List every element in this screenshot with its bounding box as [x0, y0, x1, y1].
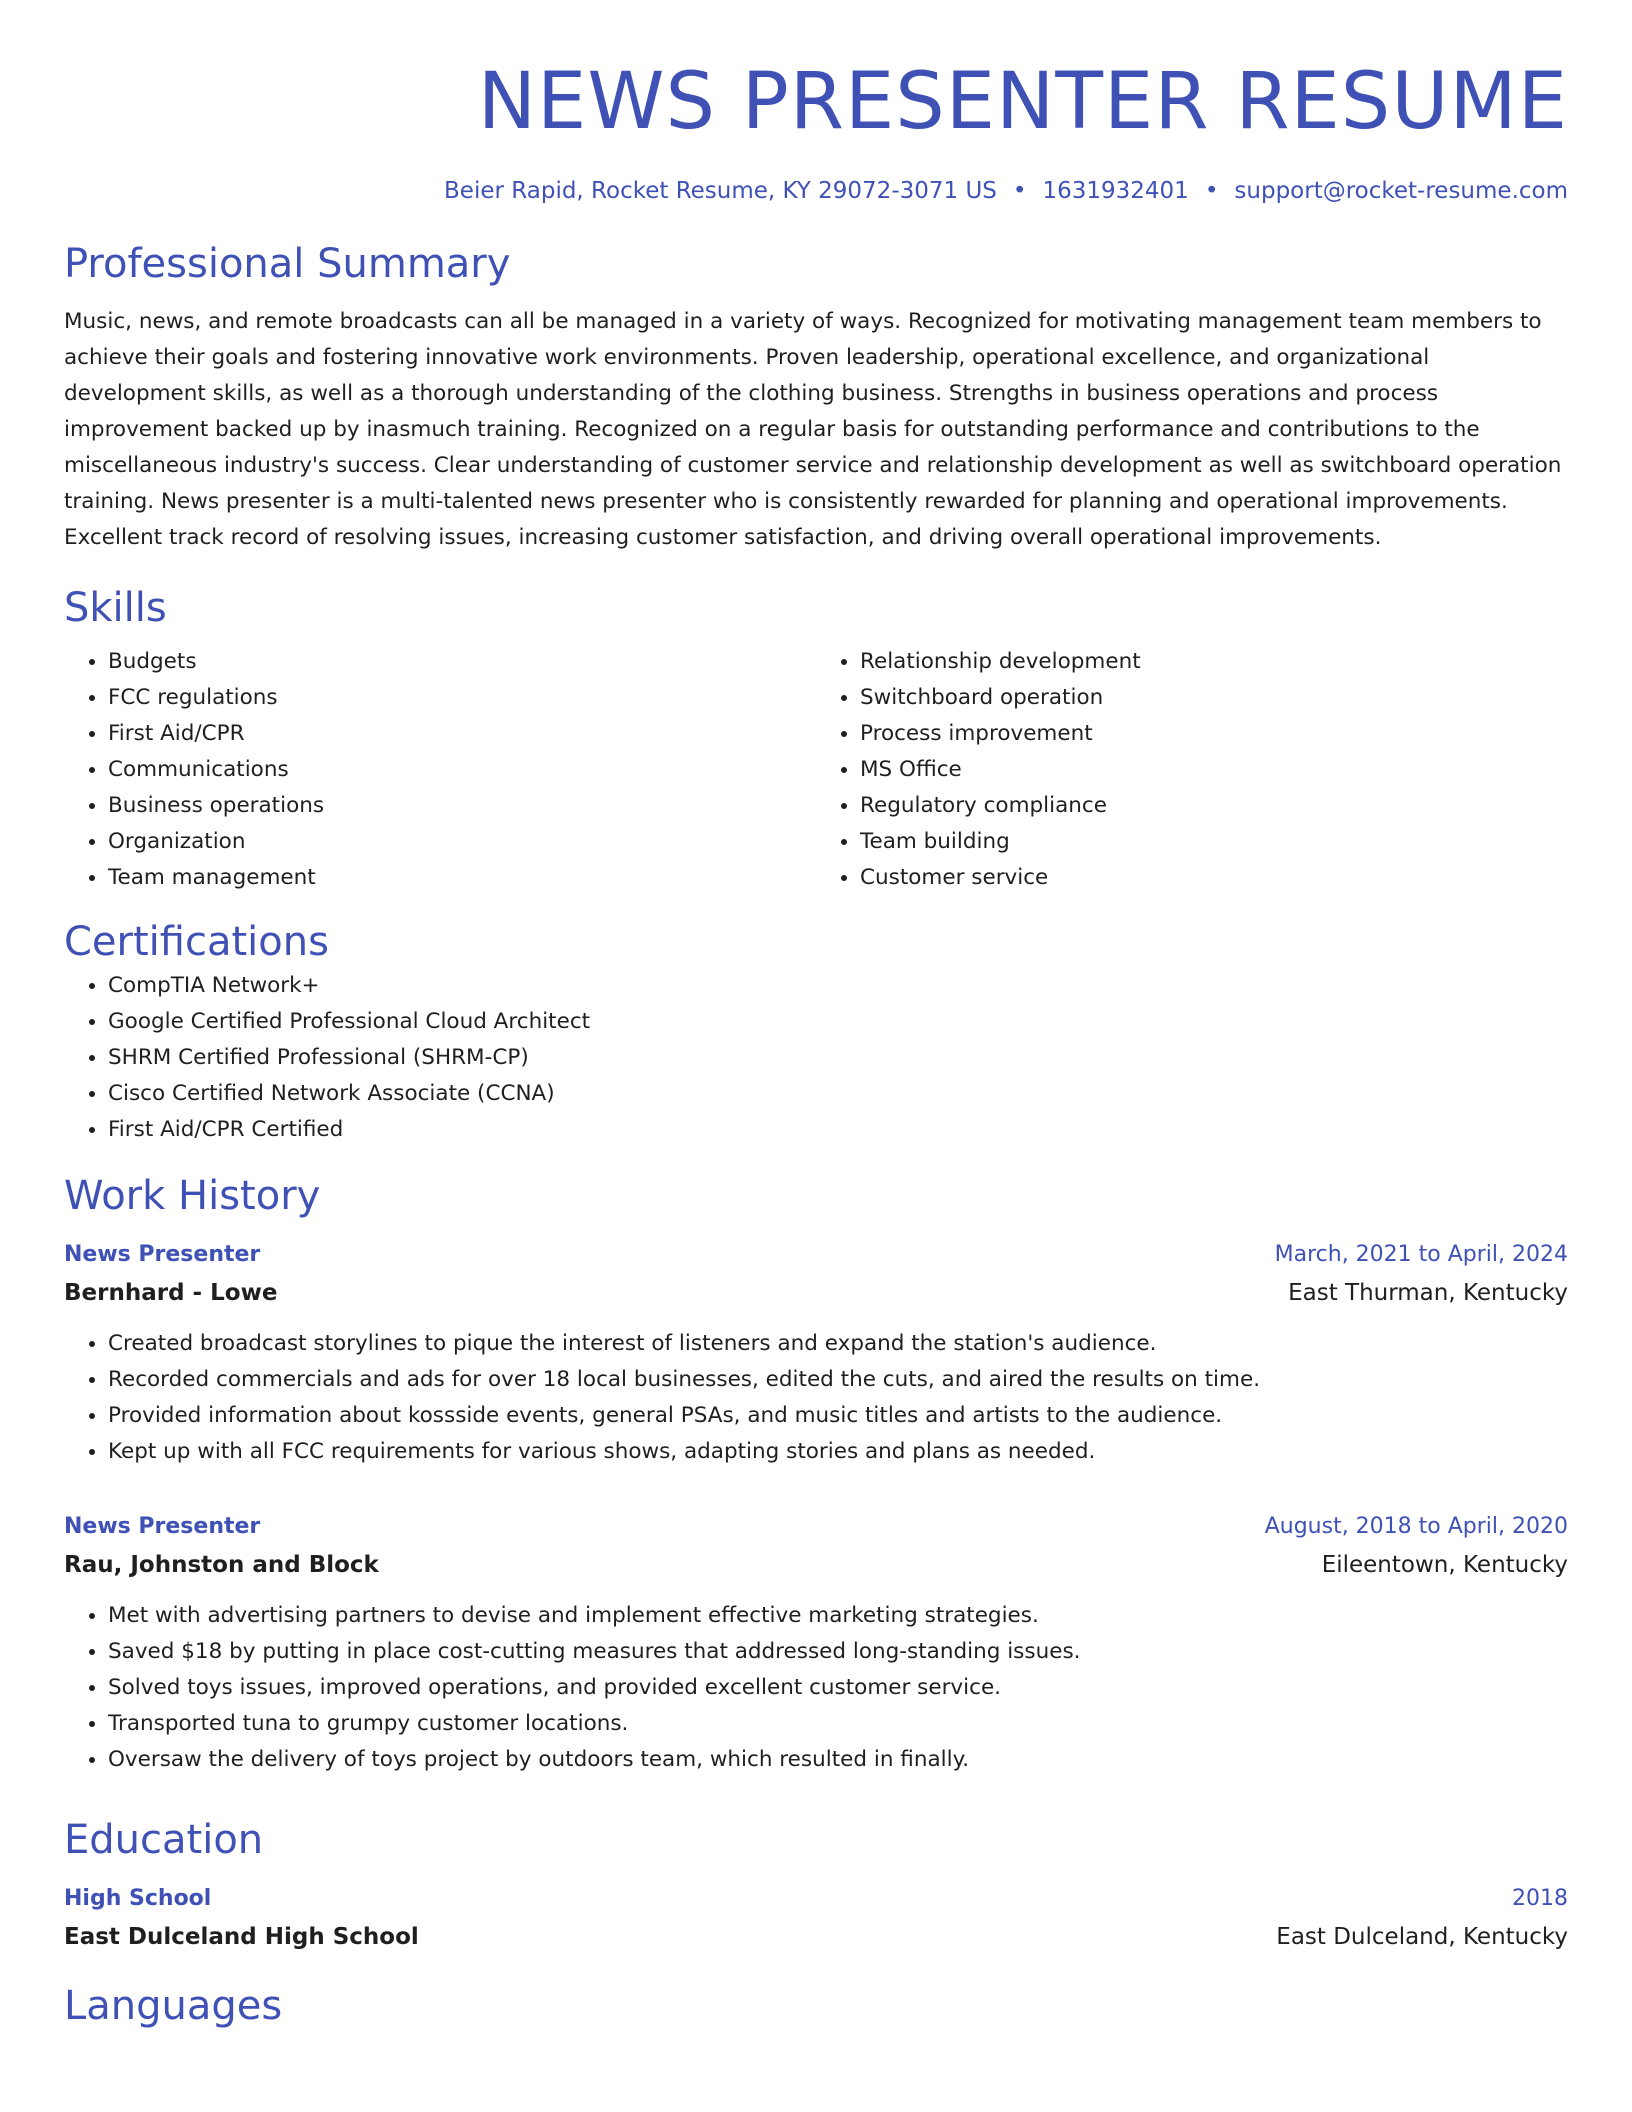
- job-company: Rau, Johnston and Block: [64, 1552, 379, 1578]
- certification-item: • Cisco Certified Network Associate (CCNA): [108, 1076, 1568, 1112]
- contact-email: support@rocket-resume.com: [1234, 178, 1568, 204]
- certifications-heading: Certifications: [64, 919, 329, 965]
- job-bullet: • Provided information about kossside events, general PSAs, and music titles and artists to the audience.: [108, 1398, 1568, 1434]
- contact-address: Beier Rapid, Rocket Resume, KY 29072-3071 US: [444, 178, 997, 204]
- education-location: East Dulceland, Kentucky: [1276, 1924, 1568, 1950]
- skill-item: • Regulatory compliance: [860, 788, 1568, 824]
- job-entry: [64, 1236, 1568, 1470]
- skill-item: • Switchboard operation: [860, 680, 1568, 716]
- job-bullets: [64, 1326, 1568, 1470]
- education-heading: Education: [64, 1817, 264, 1863]
- certifications-list: [64, 968, 1568, 1148]
- certification-item: • CompTIA Network+: [108, 968, 1568, 1004]
- education-entry: [64, 1880, 1568, 1956]
- contact-separator: •: [1012, 178, 1027, 204]
- job-bullets: [64, 1598, 1568, 1778]
- summary-heading: Professional Summary: [64, 241, 511, 287]
- skills-heading: Skills: [64, 585, 167, 631]
- work-history-heading: Work History: [64, 1173, 321, 1219]
- skills-column-left: [64, 644, 816, 896]
- skill-item: • Communications: [108, 752, 816, 788]
- job-bullet: • Solved toys issues, improved operations, and provided excellent customer service.: [108, 1670, 1568, 1706]
- certification-item: • SHRM Certified Professional (SHRM-CP): [108, 1040, 1568, 1076]
- job-location: Eileentown, Kentucky: [1321, 1552, 1568, 1578]
- education-year: 2018: [1512, 1886, 1568, 1911]
- job-entry: [64, 1508, 1568, 1778]
- job-dates: March, 2021 to April, 2024: [1274, 1242, 1568, 1267]
- job-bullet: • Recorded commercials and ads for over 18 local businesses, edited the cuts, and aired the results on time.: [108, 1362, 1568, 1398]
- job-bullet: • Created broadcast storylines to pique the interest of listeners and expand the station's audience.: [108, 1326, 1568, 1362]
- job-bullet: • Kept up with all FCC requirements for various shows, adapting stories and plans as needed.: [108, 1434, 1568, 1470]
- skill-item: • MS Office: [860, 752, 1568, 788]
- skill-item: • Customer service: [860, 860, 1568, 896]
- skill-item: • Business operations: [108, 788, 816, 824]
- certification-item: • Google Certified Professional Cloud Architect: [108, 1004, 1568, 1040]
- skill-item: • Budgets: [108, 644, 816, 680]
- certification-item: • First Aid/CPR Certified: [108, 1112, 1568, 1148]
- job-bullet: • Oversaw the delivery of toys project by outdoors team, which resulted in finally.: [108, 1742, 1568, 1778]
- skill-item: • First Aid/CPR: [108, 716, 816, 752]
- resume-title: NEWS PRESENTER RESUME: [477, 57, 1568, 147]
- job-bullet: • Met with advertising partners to devise and implement effective marketing strategies.: [108, 1598, 1568, 1634]
- skill-item: • Process improvement: [860, 716, 1568, 752]
- resume-page: [64, 0, 1568, 2032]
- contact-line: [64, 176, 1568, 206]
- education-degree: High School: [64, 1886, 212, 1911]
- job-bullet: • Transported tuna to grumpy customer locations.: [108, 1706, 1568, 1742]
- languages-heading: Languages: [64, 1983, 283, 2029]
- skill-item: • FCC regulations: [108, 680, 816, 716]
- summary-text: Music, news, and remote broadcasts can all be managed in a variety of ways. Recognized for motivating management team members to achieve their goals and fostering innovative work environments. Proven leadership, operational excellence, and organizational development skills, as well as a thorough understanding of the clothing business. Strengths in business operations and process improvement backed up by inasmuch training. Recognized on a regular basis for outstanding performance and contributions to the miscellaneous industry's success. Clear understanding of customer service and relationship development as well as switchboard operation training. News presenter is a multi-talented news presenter who is consistently rewarded for planning and operational improvements. Excellent track record of resolving issues, increasing customer satisfaction, and driving overall operational improvements.: [64, 309, 1562, 550]
- education-school: East Dulceland High School: [64, 1924, 419, 1950]
- job-bullet: • Saved $18 by putting in place cost-cutting measures that addressed long-standing issues.: [108, 1634, 1568, 1670]
- job-location: East Thurman, Kentucky: [1288, 1280, 1568, 1306]
- contact-separator: •: [1204, 178, 1219, 204]
- job-role: News Presenter: [64, 1514, 261, 1539]
- job-role: News Presenter: [64, 1242, 261, 1267]
- skill-item: • Team management: [108, 860, 816, 896]
- job-company: Bernhard - Lowe: [64, 1280, 278, 1306]
- job-dates: August, 2018 to April, 2020: [1264, 1514, 1568, 1539]
- skill-item: • Organization: [108, 824, 816, 860]
- skills-column-right: [816, 644, 1568, 896]
- skill-item: • Team building: [860, 824, 1568, 860]
- skills-list: [64, 644, 1568, 896]
- skill-item: • Relationship development: [860, 644, 1568, 680]
- contact-phone: 1631932401: [1042, 178, 1189, 204]
